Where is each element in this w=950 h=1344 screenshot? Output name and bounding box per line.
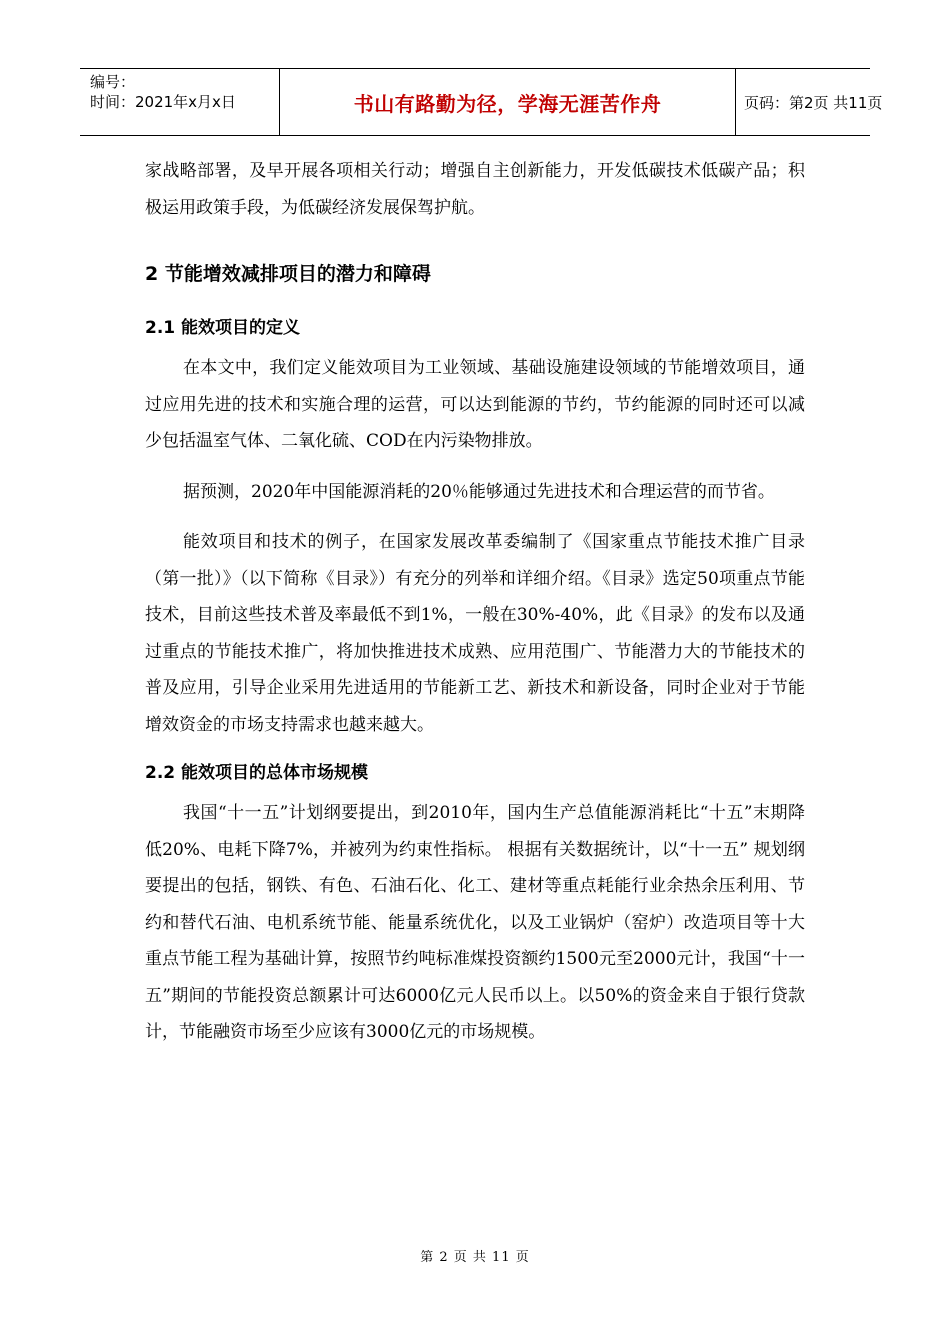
section-2-2-heading: 2.2 能效项目的总体市场规模: [145, 763, 369, 783]
page-header: [80, 68, 883, 136]
paragraph-continued: 家战略部署，及早开展各项相关行动；增强自主创新能力，开发低碳技术低碳产品；积极运用政策手段，为低碳经济发展保驾护航。: [145, 161, 805, 218]
section-2-1-heading: 2.1 能效项目的定义: [145, 318, 301, 338]
paragraph-market-scale: 我国“十一五”计划纲要提出，到2010年，国内生产总值能源消耗比“十五”末期降低20%、电耗下降7%，并被列为约束性指标。 根据有关数据统计，以“十一五” 规划纲要提出的包括，钢铁、有色、石油石化、化工、建材等重点耗能行业余热余压利用、节约和替代石油、电机系统节能、能量系统优化，以及工业锅炉（窑炉）改造项目等十大重点节能工程为基础计算，按照节约吨标准煤投资额约1500元至2000元计，我国“十一五”期间的节能投资总额累计可达6000亿元人民币以上。以50%的资金来自于银行贷款计，节能融资市场至少应该有3000亿元的市场规模。: [145, 803, 805, 1042]
document-body: [145, 153, 805, 1051]
page-footer: 第 2 页 共 11 页: [420, 1250, 530, 1265]
paragraph-forecast: 据预测，2020年中国能源消耗的20％能够通过先进技术和合理运营的而节省。: [183, 481, 775, 502]
document-date: 时间：2021年x月x日: [90, 93, 236, 111]
header-meta: [80, 69, 280, 135]
section-2-heading: 2 节能增效减排项目的潜力和障碍: [145, 263, 431, 285]
document-number: 编号：: [90, 73, 136, 91]
header-motto: 书山有路勤为径，学海无涯苦作舟: [280, 69, 736, 135]
paragraph-examples: 能效项目和技术的例子，在国家发展改革委编制了《国家重点节能技术推广目录（第一批）》（以下简称《目录》）有充分的列举和详细介绍。《目录》选定50项重点节能技术，目前这些技术普及率最低不到1%，一般在30%-40%，此《目录》的发布以及通过重点的节能技术推广，将加快推进技术成熟、应用范围广、节能潜力大的节能技术的普及应用，引导企业采用先进适用的节能新工艺、新技术和新设备，同时企业对于节能增效资金的市场支持需求也越来越大。: [145, 532, 805, 735]
header-page-info: 页码：第2页 共11页: [744, 93, 883, 112]
paragraph-definition: 在本文中，我们定义能效项目为工业领域、基础设施建设领域的节能增效项目，通过应用先进的技术和实施合理的运营，可以达到能源的节约，节约能源的同时还可以减少包括温室气体、二氧化硫、COD在内污染物排放。: [145, 358, 805, 451]
